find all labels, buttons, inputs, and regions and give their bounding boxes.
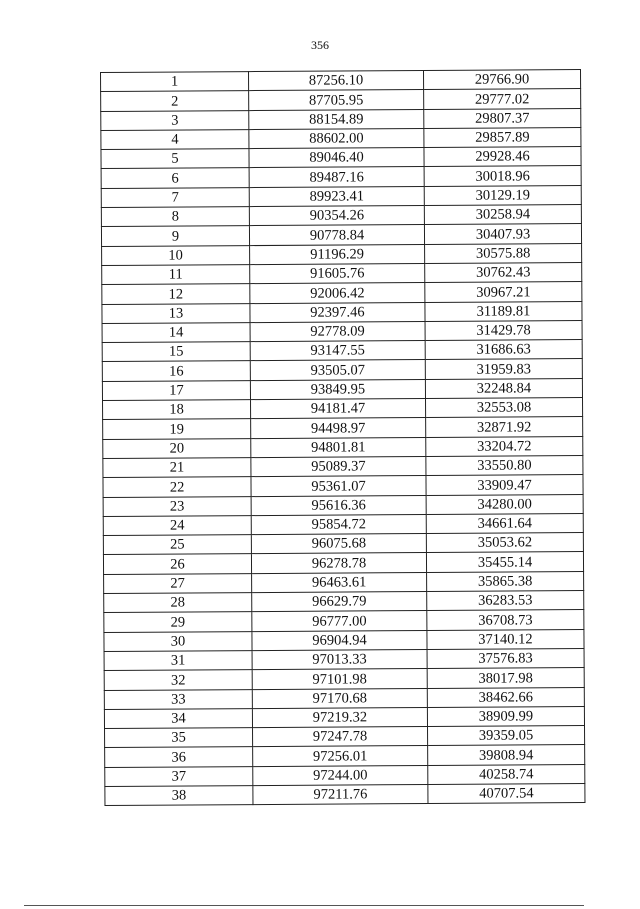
- bottom-rule: [24, 905, 584, 906]
- y-value-cell: 33204.72: [426, 436, 583, 456]
- x-value-cell: 89923.41: [249, 186, 424, 206]
- table-row: [105, 764, 585, 786]
- table-row: [102, 301, 582, 323]
- x-value-cell: 97256.01: [253, 746, 428, 766]
- point-number-cell: 8: [101, 207, 249, 227]
- y-value-cell: 34280.00: [426, 494, 583, 514]
- y-value-cell: 31686.63: [425, 340, 582, 360]
- table-row: [103, 475, 583, 497]
- x-value-cell: 92397.46: [250, 302, 425, 322]
- point-number-cell: 18: [103, 400, 251, 420]
- y-value-cell: 35053.62: [426, 533, 583, 553]
- y-value-cell: 33909.47: [426, 475, 583, 495]
- table-row: [101, 166, 581, 188]
- y-value-cell: 30967.21: [425, 282, 582, 302]
- table-row: [101, 205, 581, 227]
- x-value-cell: 90778.84: [249, 225, 424, 245]
- table-row: [102, 340, 582, 362]
- y-value-cell: 29807.37: [424, 108, 581, 128]
- x-value-cell: 97101.98: [252, 669, 427, 689]
- y-value-cell: 39808.94: [428, 745, 585, 765]
- x-value-cell: 88154.89: [249, 109, 424, 129]
- coordinate-table-container: [100, 69, 584, 806]
- table-row: [103, 513, 583, 535]
- table-row: [104, 648, 584, 670]
- y-value-cell: 34661.64: [426, 513, 583, 533]
- point-number-cell: 21: [103, 458, 251, 478]
- x-value-cell: 96777.00: [252, 611, 427, 631]
- y-value-cell: 40707.54: [428, 784, 585, 804]
- point-number-cell: 32: [104, 670, 252, 690]
- x-value-cell: 94801.81: [251, 437, 426, 457]
- table-row: [104, 591, 584, 613]
- x-value-cell: 90354.26: [249, 206, 424, 226]
- y-value-cell: 36283.53: [427, 591, 584, 611]
- y-value-cell: 36708.73: [427, 610, 584, 630]
- table-row: [104, 706, 584, 728]
- table-body: [101, 70, 585, 806]
- y-value-cell: 35455.14: [426, 552, 583, 572]
- x-value-cell: 94181.47: [251, 399, 426, 419]
- table-row: [103, 398, 583, 420]
- table-row: [103, 417, 583, 439]
- table-row: [101, 127, 581, 149]
- x-value-cell: 93849.95: [250, 379, 425, 399]
- point-number-cell: 9: [101, 226, 249, 246]
- table-row: [101, 147, 581, 169]
- coordinate-table: [100, 69, 585, 806]
- x-value-cell: 96278.78: [251, 553, 426, 573]
- point-number-cell: 30: [104, 631, 252, 651]
- y-value-cell: 38462.66: [427, 687, 584, 707]
- y-value-cell: 33550.80: [426, 455, 583, 475]
- point-number-cell: 34: [104, 708, 252, 728]
- x-value-cell: 97170.68: [252, 688, 427, 708]
- y-value-cell: 30575.88: [425, 243, 582, 263]
- y-value-cell: 29766.90: [423, 70, 580, 90]
- y-value-cell: 30258.94: [424, 205, 581, 225]
- point-number-cell: 23: [103, 496, 251, 516]
- x-value-cell: 96075.68: [251, 534, 426, 554]
- y-value-cell: 31429.78: [425, 320, 582, 340]
- y-value-cell: 29777.02: [424, 89, 581, 109]
- point-number-cell: 16: [102, 361, 250, 381]
- point-number-cell: 22: [103, 477, 251, 497]
- table-row: [102, 378, 582, 400]
- x-value-cell: 92778.09: [250, 321, 425, 341]
- x-value-cell: 95089.37: [251, 456, 426, 476]
- x-value-cell: 97013.33: [252, 649, 427, 669]
- point-number-cell: 19: [103, 419, 251, 439]
- table-row: [104, 610, 584, 632]
- x-value-cell: 91196.29: [250, 244, 425, 264]
- y-value-cell: 37576.83: [427, 648, 584, 668]
- x-value-cell: 97219.32: [252, 707, 427, 727]
- point-number-cell: 12: [102, 284, 250, 304]
- y-value-cell: 29928.46: [424, 147, 581, 167]
- point-number-cell: 28: [104, 593, 252, 613]
- point-number-cell: 5: [101, 149, 249, 169]
- table-row: [104, 687, 584, 709]
- x-value-cell: 96463.61: [252, 572, 427, 592]
- x-value-cell: 87256.10: [249, 71, 424, 91]
- y-value-cell: 30407.93: [424, 224, 581, 244]
- table-row: [105, 726, 585, 748]
- y-value-cell: 32248.84: [425, 378, 582, 398]
- point-number-cell: 3: [101, 110, 249, 130]
- x-value-cell: 88602.00: [249, 128, 424, 148]
- table-row: [101, 89, 581, 111]
- table-row: [103, 494, 583, 516]
- table-row: [104, 571, 584, 593]
- table-row: [101, 70, 581, 92]
- table-row: [101, 224, 581, 246]
- y-value-cell: 30018.96: [424, 166, 581, 186]
- point-number-cell: 20: [103, 438, 251, 458]
- x-value-cell: 92006.42: [250, 283, 425, 303]
- y-value-cell: 40258.74: [428, 764, 585, 784]
- table-row: [102, 282, 582, 304]
- point-number-cell: 2: [101, 91, 249, 111]
- y-value-cell: 30762.43: [425, 263, 582, 283]
- y-value-cell: 39359.05: [428, 726, 585, 746]
- x-value-cell: 96629.79: [252, 592, 427, 612]
- point-number-cell: 27: [104, 573, 252, 593]
- y-value-cell: 38017.98: [427, 668, 584, 688]
- y-value-cell: 30129.19: [424, 185, 581, 205]
- x-value-cell: 93147.55: [250, 341, 425, 361]
- point-number-cell: 31: [104, 650, 252, 670]
- point-number-cell: 14: [102, 322, 250, 342]
- page-number: 356: [311, 38, 329, 52]
- point-number-cell: 37: [105, 766, 253, 786]
- y-value-cell: 29857.89: [424, 127, 581, 147]
- x-value-cell: 89046.40: [249, 148, 424, 168]
- table-row: [103, 455, 583, 477]
- x-value-cell: 93505.07: [250, 360, 425, 380]
- table-row: [103, 552, 583, 574]
- x-value-cell: 94498.97: [251, 418, 426, 438]
- table-row: [104, 668, 584, 690]
- y-value-cell: 32871.92: [426, 417, 583, 437]
- x-value-cell: 87705.95: [249, 90, 424, 110]
- table-row: [105, 784, 585, 806]
- table-row: [101, 185, 581, 207]
- point-number-cell: 13: [102, 303, 250, 323]
- x-value-cell: 96904.94: [252, 630, 427, 650]
- y-value-cell: 37140.12: [427, 629, 584, 649]
- point-number-cell: 38: [105, 786, 253, 806]
- point-number-cell: 1: [101, 72, 249, 92]
- point-number-cell: 10: [102, 245, 250, 265]
- point-number-cell: 33: [104, 689, 252, 709]
- table-row: [103, 533, 583, 555]
- x-value-cell: 95616.36: [251, 495, 426, 515]
- y-value-cell: 31959.83: [425, 359, 582, 379]
- y-value-cell: 38909.99: [427, 706, 584, 726]
- point-number-cell: 24: [103, 515, 251, 535]
- point-number-cell: 6: [101, 168, 249, 188]
- table-row: [102, 243, 582, 265]
- y-value-cell: 32553.08: [426, 398, 583, 418]
- point-number-cell: 25: [103, 535, 251, 555]
- x-value-cell: 91605.76: [250, 263, 425, 283]
- table-row: [104, 629, 584, 651]
- point-number-cell: 15: [102, 342, 250, 362]
- point-number-cell: 36: [105, 747, 253, 767]
- table-row: [102, 320, 582, 342]
- point-number-cell: 26: [103, 554, 251, 574]
- table-row: [102, 359, 582, 381]
- x-value-cell: 89487.16: [249, 167, 424, 187]
- x-value-cell: 97244.00: [253, 765, 428, 785]
- point-number-cell: 29: [104, 612, 252, 632]
- point-number-cell: 17: [102, 380, 250, 400]
- table-row: [101, 108, 581, 130]
- point-number-cell: 4: [101, 129, 249, 149]
- x-value-cell: 97211.76: [253, 784, 428, 804]
- table-row: [105, 745, 585, 767]
- x-value-cell: 97247.78: [253, 727, 428, 747]
- y-value-cell: 31189.81: [425, 301, 582, 321]
- table-row: [103, 436, 583, 458]
- table-row: [102, 263, 582, 285]
- point-number-cell: 11: [102, 265, 250, 285]
- y-value-cell: 35865.38: [427, 571, 584, 591]
- x-value-cell: 95854.72: [251, 514, 426, 534]
- point-number-cell: 35: [105, 728, 253, 748]
- point-number-cell: 7: [101, 187, 249, 207]
- x-value-cell: 95361.07: [251, 476, 426, 496]
